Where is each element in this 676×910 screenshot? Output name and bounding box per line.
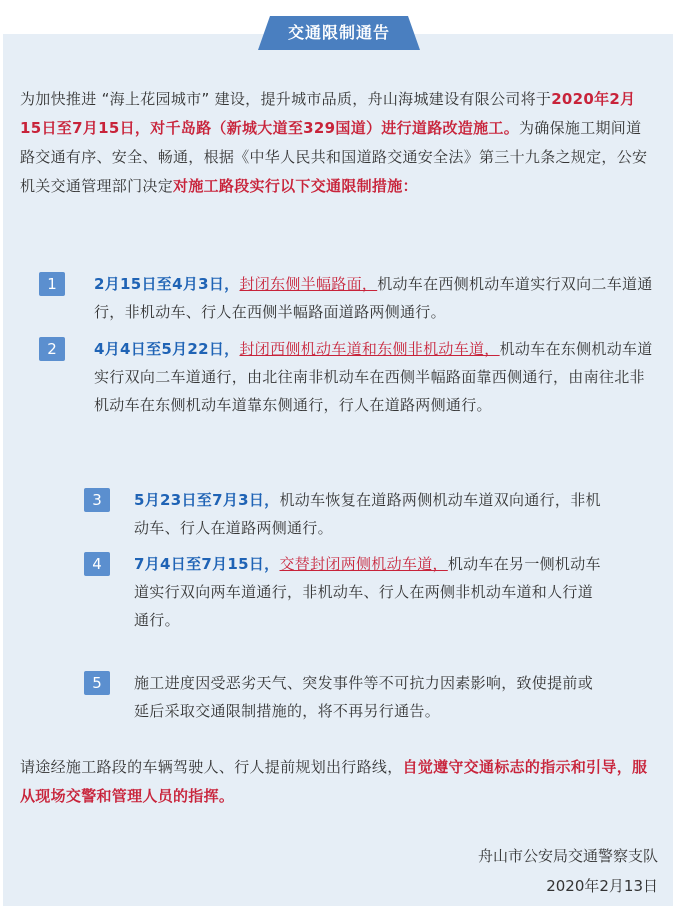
closing-emphasis: 自觉遵守交通标志的指示和引导，服从现场交警和管理人员的指挥。 [20, 758, 648, 805]
item-date: 7月4日至7月15日， [134, 555, 280, 573]
list-item [94, 335, 656, 419]
item-date: 5月23日至7月3日， [134, 491, 280, 509]
list-item [134, 486, 608, 542]
item-text: 施工进度因受恶劣天气、突发事件等不可抗力因素影响，致使提前或延后采取交通限制措施的，将不再另行通告。 [134, 674, 594, 720]
intro-text-1: 为加快推进 “海上花园城市” 建设，提升城市品质，舟山海城建设有限公司将于 [20, 90, 552, 108]
item-text: 机动车恢复在道路两侧机动车道双向通行，非机动车、行人在道路两侧通行。 [134, 491, 601, 537]
list-item [134, 550, 608, 634]
item-date: 4月4日至5月22日， [94, 340, 240, 358]
item-number-badge: 3 [84, 488, 110, 512]
list-item [134, 669, 608, 725]
item-number-badge: 5 [84, 671, 110, 695]
notice-title: 交通限制通告 [270, 16, 408, 50]
signature-org: 舟山市公安局交通警察支队 [477, 847, 658, 865]
item-number-badge: 4 [84, 552, 110, 576]
intro-construction-period: 2020年2月15日至7月15日，对千岛路（新城大道至329国道）进行道路改造施工。 [20, 90, 636, 137]
item-text: 机动车在西侧机动车道实行双向二车道通行，非机动车、行人在西侧半幅路面道路两侧通行。 [94, 275, 653, 321]
item-number-badge: 2 [39, 337, 65, 361]
closing-paragraph [20, 753, 652, 811]
closing-text: 请途经施工路段的车辆驾驶人、行人提前规划出行路线， [20, 758, 403, 776]
item-closure: 封闭东侧半幅路面， [239, 275, 378, 293]
item-text: 机动车在东侧机动车道实行双向二车道通行，由北往南非机动车在西侧半幅路面靠西侧通行，由南往北非机动车在东侧机动车道靠东侧通行，行人在道路两侧通行。 [94, 340, 653, 414]
item-closure: 交替封闭两侧机动车道， [279, 555, 448, 573]
item-closure: 封闭西侧机动车道和东侧非机动车道， [239, 340, 500, 358]
signature-date: 2020年2月13日 [546, 877, 658, 895]
intro-text-2: 为确保施工期间道路交通有序、安全、畅通，根据《中华人民共和国道路交通安全法》第三十九条之规定，公安机关交通管理部门决定 [20, 119, 648, 195]
intro-paragraph [20, 85, 652, 201]
item-number-badge: 1 [39, 272, 65, 296]
intro-measures-heading: 对施工路段实行以下交通限制措施： [173, 177, 418, 195]
item-text: 机动车在另一侧机动车道实行双向两车道通行，非机动车、行人在两侧非机动车道和人行道通行。 [134, 555, 601, 629]
item-date: 2月15日至4月3日， [94, 275, 240, 293]
list-item [94, 270, 656, 326]
